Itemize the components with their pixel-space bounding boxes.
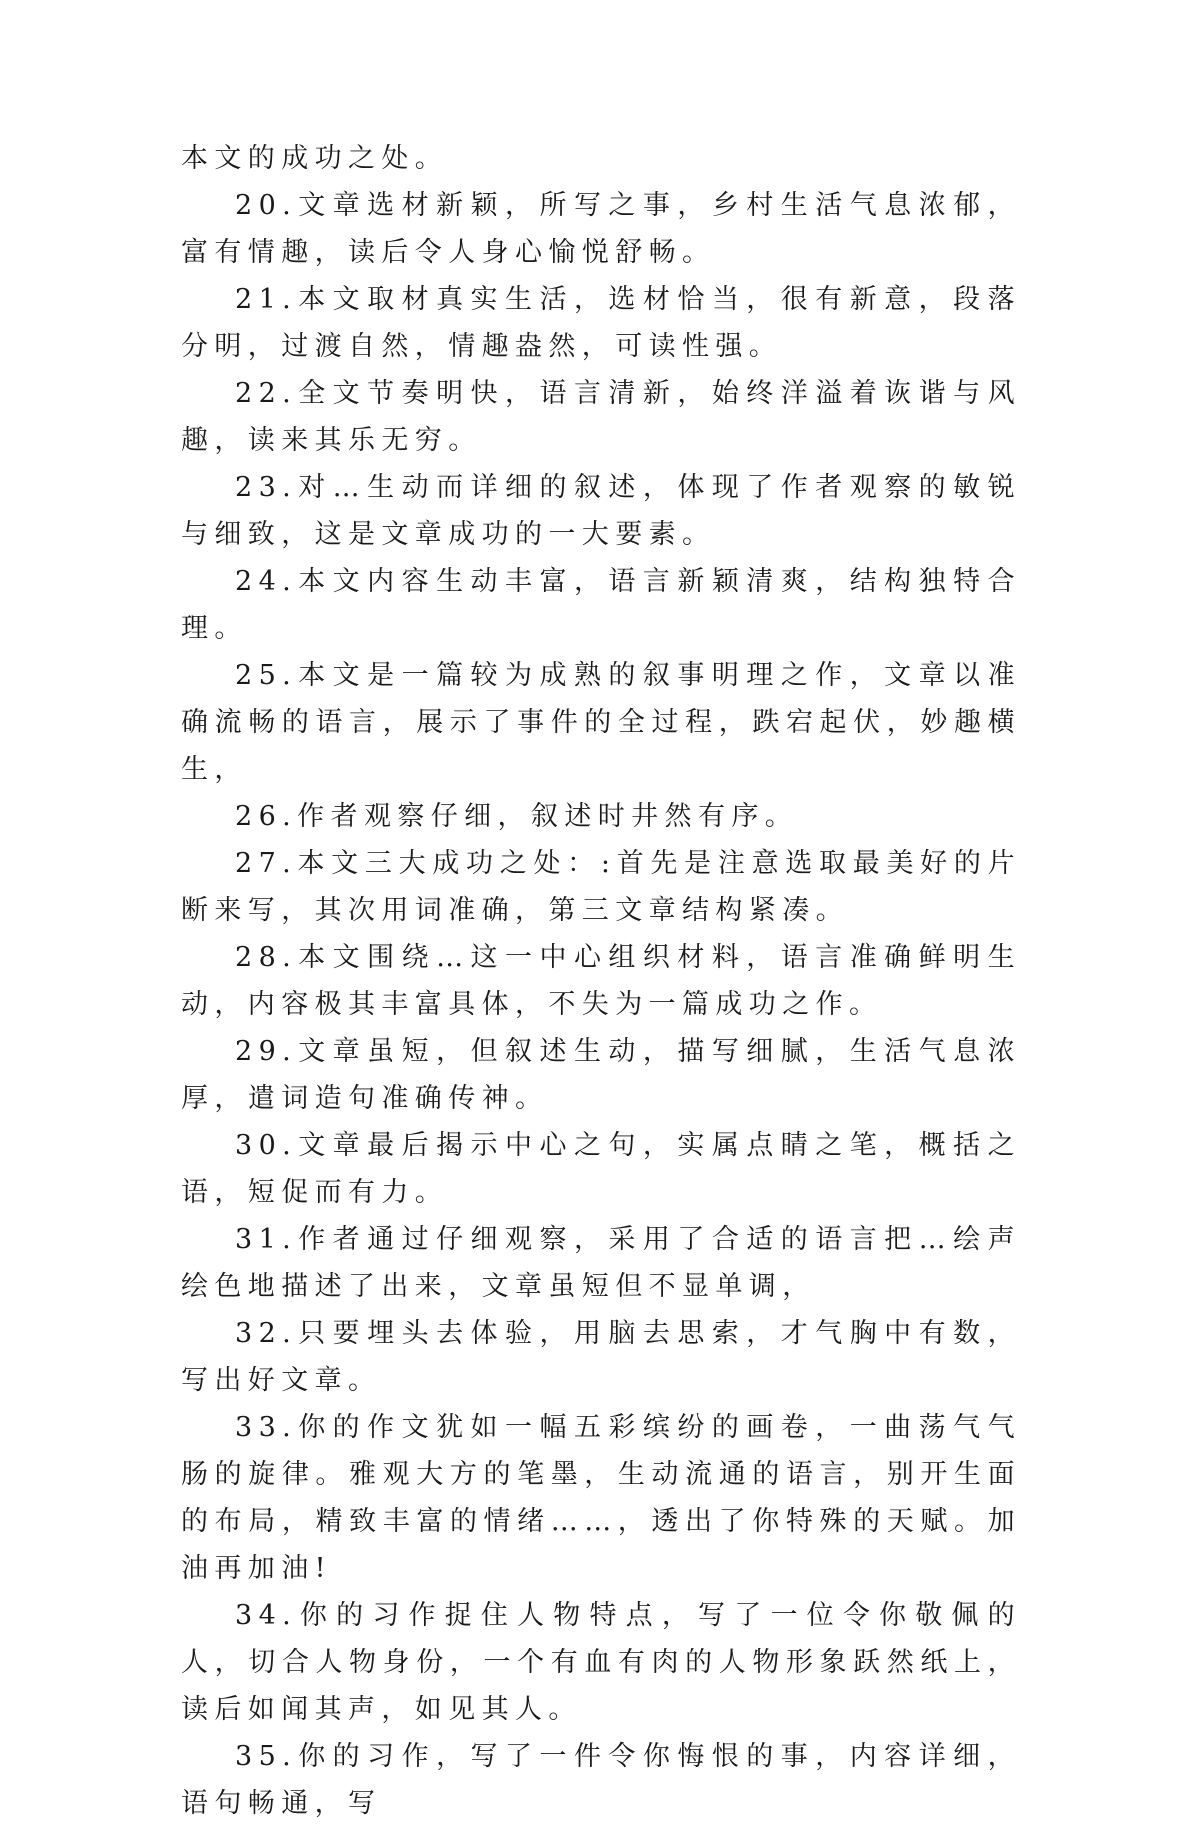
comment-item-27: 27.本文三大成功之处：:首先是注意选取最美好的片断来写，其次用词准确，第三文章结构紧凑。 — [181, 848, 1021, 926]
comment-item-34: 34.你的习作捉住人物特点，写了一位令你敬佩的人，切合人物身份，一个有血有肉的人物形象跃然纸上，读后如闻其声，如见其人。 — [181, 1600, 1021, 1725]
comment-item-35: 35.你的习作，写了一件令你悔恨的事，内容详细，语句畅通，写 — [181, 1741, 1021, 1819]
comment-item-28: 28.本文围绕…这一中心组织材料，语言准确鲜明生动，内容极其丰富具体，不失为一篇成功之作。 — [181, 942, 1021, 1020]
comment-item-25: 25.本文是一篇较为成熟的叙事明理之作，文章以准确流畅的语言，展示了事件的全过程，跌宕起伏，妙趣横生， — [181, 660, 1021, 785]
comment-item-20: 20.文章选材新颖，所写之事，乡村生活气息浓郁，富有情趣，读后令人身心愉悦舒畅。 — [181, 190, 1021, 268]
comment-item-29: 29.文章虽短，但叙述生动，描写细腻，生活气息浓厚，遣词造句准确传神。 — [181, 1036, 1021, 1114]
document-body — [181, 135, 1021, 1827]
comment-item-23: 23.对…生动而详细的叙述，体现了作者观察的敏锐与细致，这是文章成功的一大要素。 — [181, 472, 1021, 550]
comment-item-24: 24.本文内容生动丰富，语言新颖清爽，结构独特合理。 — [181, 566, 1021, 644]
comment-item-31: 31.作者通过仔细观察，采用了合适的语言把…绘声绘色地描述了出来，文章虽短但不显单调， — [181, 1224, 1021, 1302]
comment-item-26: 26.作者观察仔细，叙述时井然有序。 — [235, 801, 799, 832]
comment-item-30: 30.文章最后揭示中心之句，实属点睛之笔，概括之语，短促而有力。 — [181, 1130, 1021, 1208]
paragraph-continuation: 本文的成功之处。 — [181, 143, 449, 174]
comment-item-21: 21.本文取材真实生活，选材恰当，很有新意，段落分明，过渡自然，情趣盎然，可读性强。 — [181, 284, 1021, 362]
comment-item-22: 22.全文节奏明快，语言清新，始终洋溢着诙谐与风趣，读来其乐无穷。 — [181, 378, 1021, 456]
comment-item-32: 32.只要埋头去体验，用脑去思索，才气胸中有数，写出好文章。 — [181, 1318, 1021, 1396]
comment-item-33: 33.你的作文犹如一幅五彩缤纷的画卷，一曲荡气气肠的旋律。雅观大方的笔墨，生动流通的语言，别开生面的布局，精致丰富的情绪……，透出了你特殊的天赋。加油再加油! — [181, 1412, 1021, 1584]
